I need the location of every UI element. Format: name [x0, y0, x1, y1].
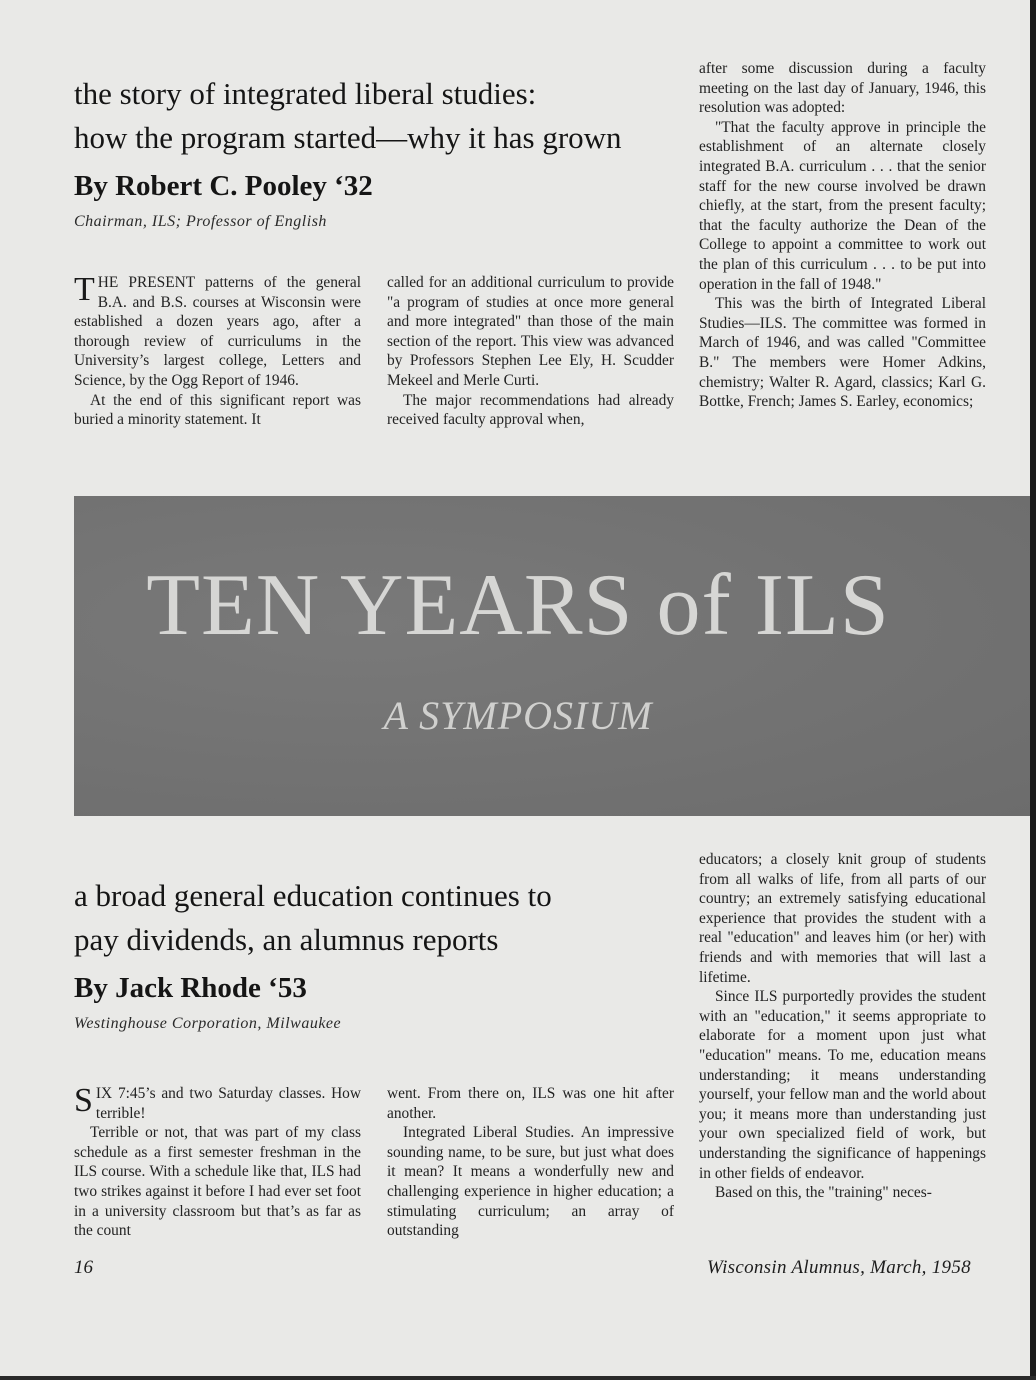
article1-col1-para1	[74, 273, 361, 391]
article1-column-2	[387, 273, 674, 430]
article1-headline-line2: how the program started—why it has grown	[74, 120, 622, 155]
article2-headline-line1: a broad general education continues to	[74, 878, 552, 913]
dropcap: S	[74, 1082, 93, 1119]
article1-col3-para2: "That the faculty approve in principle the establishment of an alternate closely integrated B.A. curriculum . . . that the senior staff for the new course involved be drawn chiefly, at the start, from the present faculty; that the faculty authorize the Dean of the College to appoint a committee to work out the plan of this curriculum . . . to be put into operation in the fall of 1948."	[699, 118, 986, 293]
article1-col2-para2: The major recommendations had already received faculty approval when,	[387, 391, 674, 429]
article2-col2-para2: Integrated Liberal Studies. An impressive sounding name, to be sure, but just what does it mean? It means a wonderfully new and challenging experience in higher education; a stimulating curriculum; an array of outstanding	[387, 1124, 674, 1240]
article2-col1-para1	[74, 1084, 361, 1123]
article2-col2-para1: went. From there on, ILS was one hit after another.	[387, 1085, 674, 1122]
article1-headline-line1: the story of integrated liberal studies:	[74, 76, 537, 111]
article1-affiliation: Chairman, ILS; Professor of English	[74, 213, 327, 230]
scan-edge-bottom	[0, 1376, 1036, 1380]
para-text: IX 7:45’s and two Saturday classes. How terrible!	[95, 1085, 361, 1122]
article2-headline-line2: pay dividends, an alumnus reports	[74, 922, 499, 957]
article2-column-1	[74, 1084, 361, 1241]
article1-col3-para3: This was the birth of Integrated Liberal Studies—ILS. The committee was formed in March of 1946, and was called "Committee B." The members were Homer Adkins, chemistry; Walter R. Agard, classics; Karl G. Bottke, French; James S. Earley, economics;	[699, 295, 986, 411]
dropcap: T	[74, 271, 95, 308]
article2-column-3	[699, 850, 986, 1203]
page-number: 16	[74, 1257, 93, 1278]
article1-column-1	[74, 273, 361, 430]
article2-col3-para3: Based on this, the "training" neces-	[715, 1184, 932, 1202]
para-text: HE PRESENT patterns of the general B.A. and B.S. courses at Wisconsin were established a dozen years ago, after a thorough review of curriculums in the University’s largest college, Letters and Science, by the Ogg Report of 1946.	[74, 274, 361, 389]
article2-affiliation: Westinghouse Corporation, Milwaukee	[74, 1015, 342, 1032]
article1-column-3	[699, 59, 986, 412]
publication-footer: Wisconsin Alumnus, March, 1958	[707, 1257, 971, 1278]
article1-byline: By Robert C. Pooley ‘32	[74, 170, 373, 202]
article1-col1-para2: At the end of this significant report was buried a minority statement. It	[74, 391, 361, 429]
article2-byline: By Jack Rhode ‘53	[74, 972, 307, 1004]
article1-col3-para1: after some discussion during a faculty meeting on the last day of January, 1946, this resolution was adopted:	[699, 60, 986, 117]
article2-col1-para2: Terrible or not, that was part of my class schedule as a first semester freshman in the ILS course. With a schedule like that, ILS had two strikes against it before I had ever set foot in a university classroom but that’s as far as the count	[74, 1124, 361, 1240]
symposium-banner	[74, 496, 1036, 816]
article2-col3-para1: educators; a closely knit group of students from all walks of life, from all parts of our country; an extremely satisfying educational experience that provides the student with a real "education" and leaves him (or her) with friends and with memories that will last a lifetime.	[699, 851, 986, 986]
scan-edge-right	[1030, 0, 1036, 1380]
article1-col2-para1: called for an additional curriculum to provide "a program of studies at once more general and more integrated" than those of the main section of the report. This view was advanced by Professors Stephen Lee Ely, H. Scudder Mekeel and Merle Curti.	[387, 274, 674, 389]
banner-title: TEN YEARS of ILS	[146, 557, 890, 654]
article2-col3-para2: Since ILS purportedly provides the student with an "education," it seems appropriate to elaborate for a moment upon just what "education" means. To me, education means understanding; it means understanding yourself, your fellow man and the world about you; it means more than understanding just your own specialized field of work, but understanding the significance of happenings in other fields of endeavor.	[699, 988, 986, 1182]
article2-column-2	[387, 1084, 674, 1241]
banner-subtitle: A SYMPOSIUM	[383, 693, 653, 738]
